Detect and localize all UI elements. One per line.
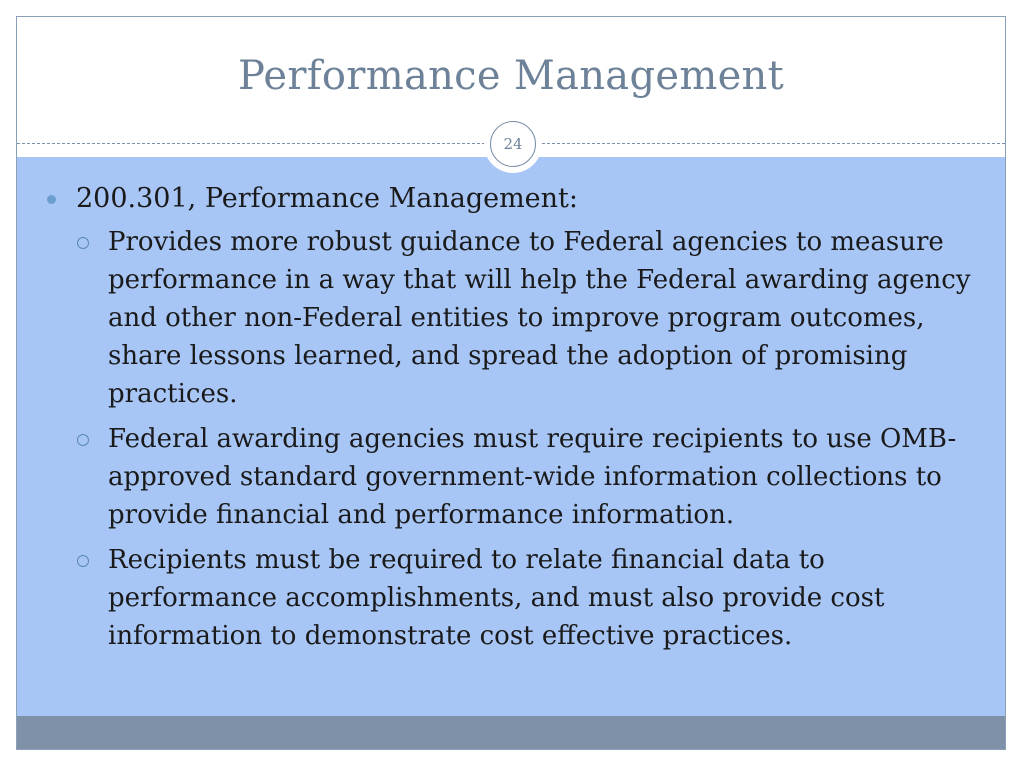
slide-title: Performance Management [238, 53, 784, 99]
page-number-badge [484, 115, 542, 173]
sub-bullet-item [17, 541, 1005, 655]
sub-bullet-item [17, 223, 1005, 413]
sub-bullet-text: Provides more robust guidance to Federal agencies to measure performance in a way that will help the Federal awarding agency and other non-Federal entities to improve program outcomes, share lessons learned, and spread the adoption of promising practices. [108, 227, 971, 409]
bullet-list [17, 181, 1005, 655]
page-number-circle [490, 121, 536, 167]
page-number: 24 [503, 135, 523, 153]
bullet-text: 200.301, Performance Management: [76, 183, 578, 214]
sub-bullet-text: Federal awarding agencies must require recipients to use OMB-approved standard government-wide information collections to provide financial and performance information. [108, 424, 957, 530]
hollow-circle-bullet-icon [77, 237, 89, 249]
filled-bullet-icon [47, 195, 56, 204]
hollow-circle-bullet-icon [77, 555, 89, 567]
footer-bar [17, 716, 1005, 750]
sub-bullet-text: Recipients must be required to relate financial data to performance accomplishments, and must also provide cost information to demonstrate cost effective practices. [108, 545, 885, 651]
slide [16, 16, 1006, 750]
bullet-item [17, 181, 1005, 217]
hollow-circle-bullet-icon [77, 434, 89, 446]
sub-bullet-item [17, 420, 1005, 534]
